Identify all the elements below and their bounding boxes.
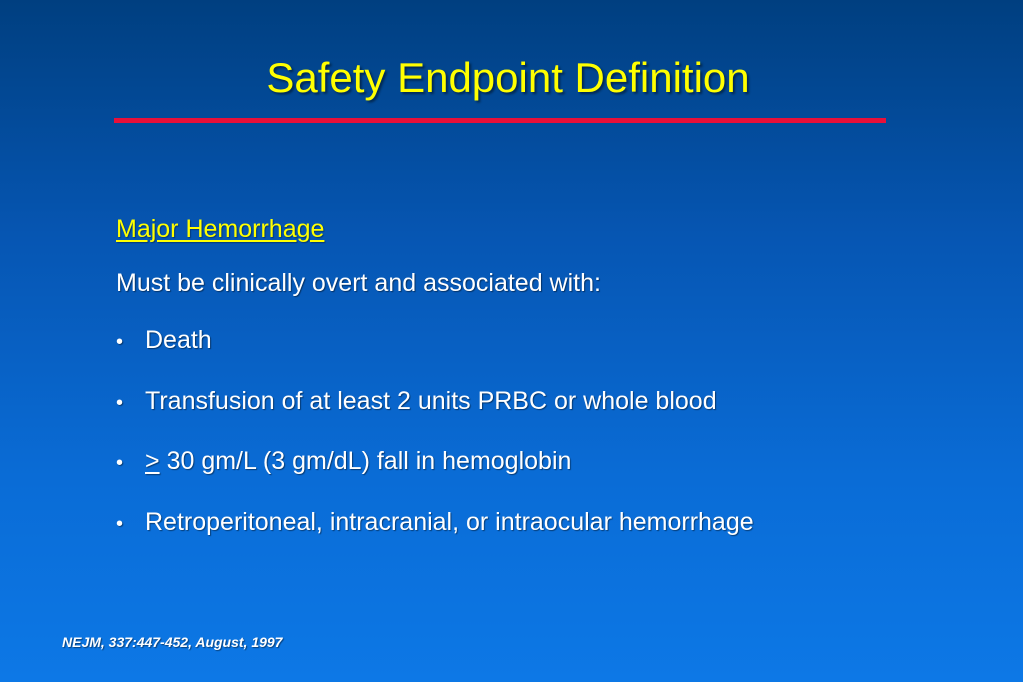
citation-footnote: NEJM, 337:447-452, August, 1997 (62, 634, 283, 650)
intro-text: Must be clinically overt and associated with: (116, 269, 601, 297)
bullet-text: Retroperitoneal, intracranial, or intraocular hemorrhage (145, 507, 754, 536)
bullet-dot-icon: • (116, 391, 124, 414)
slide-title: Safety Endpoint Definition (266, 54, 750, 101)
section-heading: Major Hemorrhage (116, 215, 325, 243)
bullet-dot-icon: • (116, 452, 124, 474)
bullet-item-hemoglobin-fall (116, 443, 754, 504)
bullet-text: Transfusion of at least 2 units PRBC or whole blood (145, 386, 717, 415)
title-underline-rule (114, 118, 886, 123)
bullet-text: Death (145, 326, 212, 354)
bullet-dot-icon: • (116, 512, 124, 535)
bullet-list (116, 322, 754, 564)
greater-or-equal-symbol: > (145, 447, 160, 475)
bullet-item-death (116, 322, 754, 383)
bullet-text: 30 gm/L (3 gm/dL) fall in hemoglobin (166, 447, 572, 475)
bullet-dot-icon: • (116, 331, 124, 353)
bullet-item-transfusion (116, 383, 754, 444)
bullet-item-hemorrhage-site (116, 504, 754, 565)
